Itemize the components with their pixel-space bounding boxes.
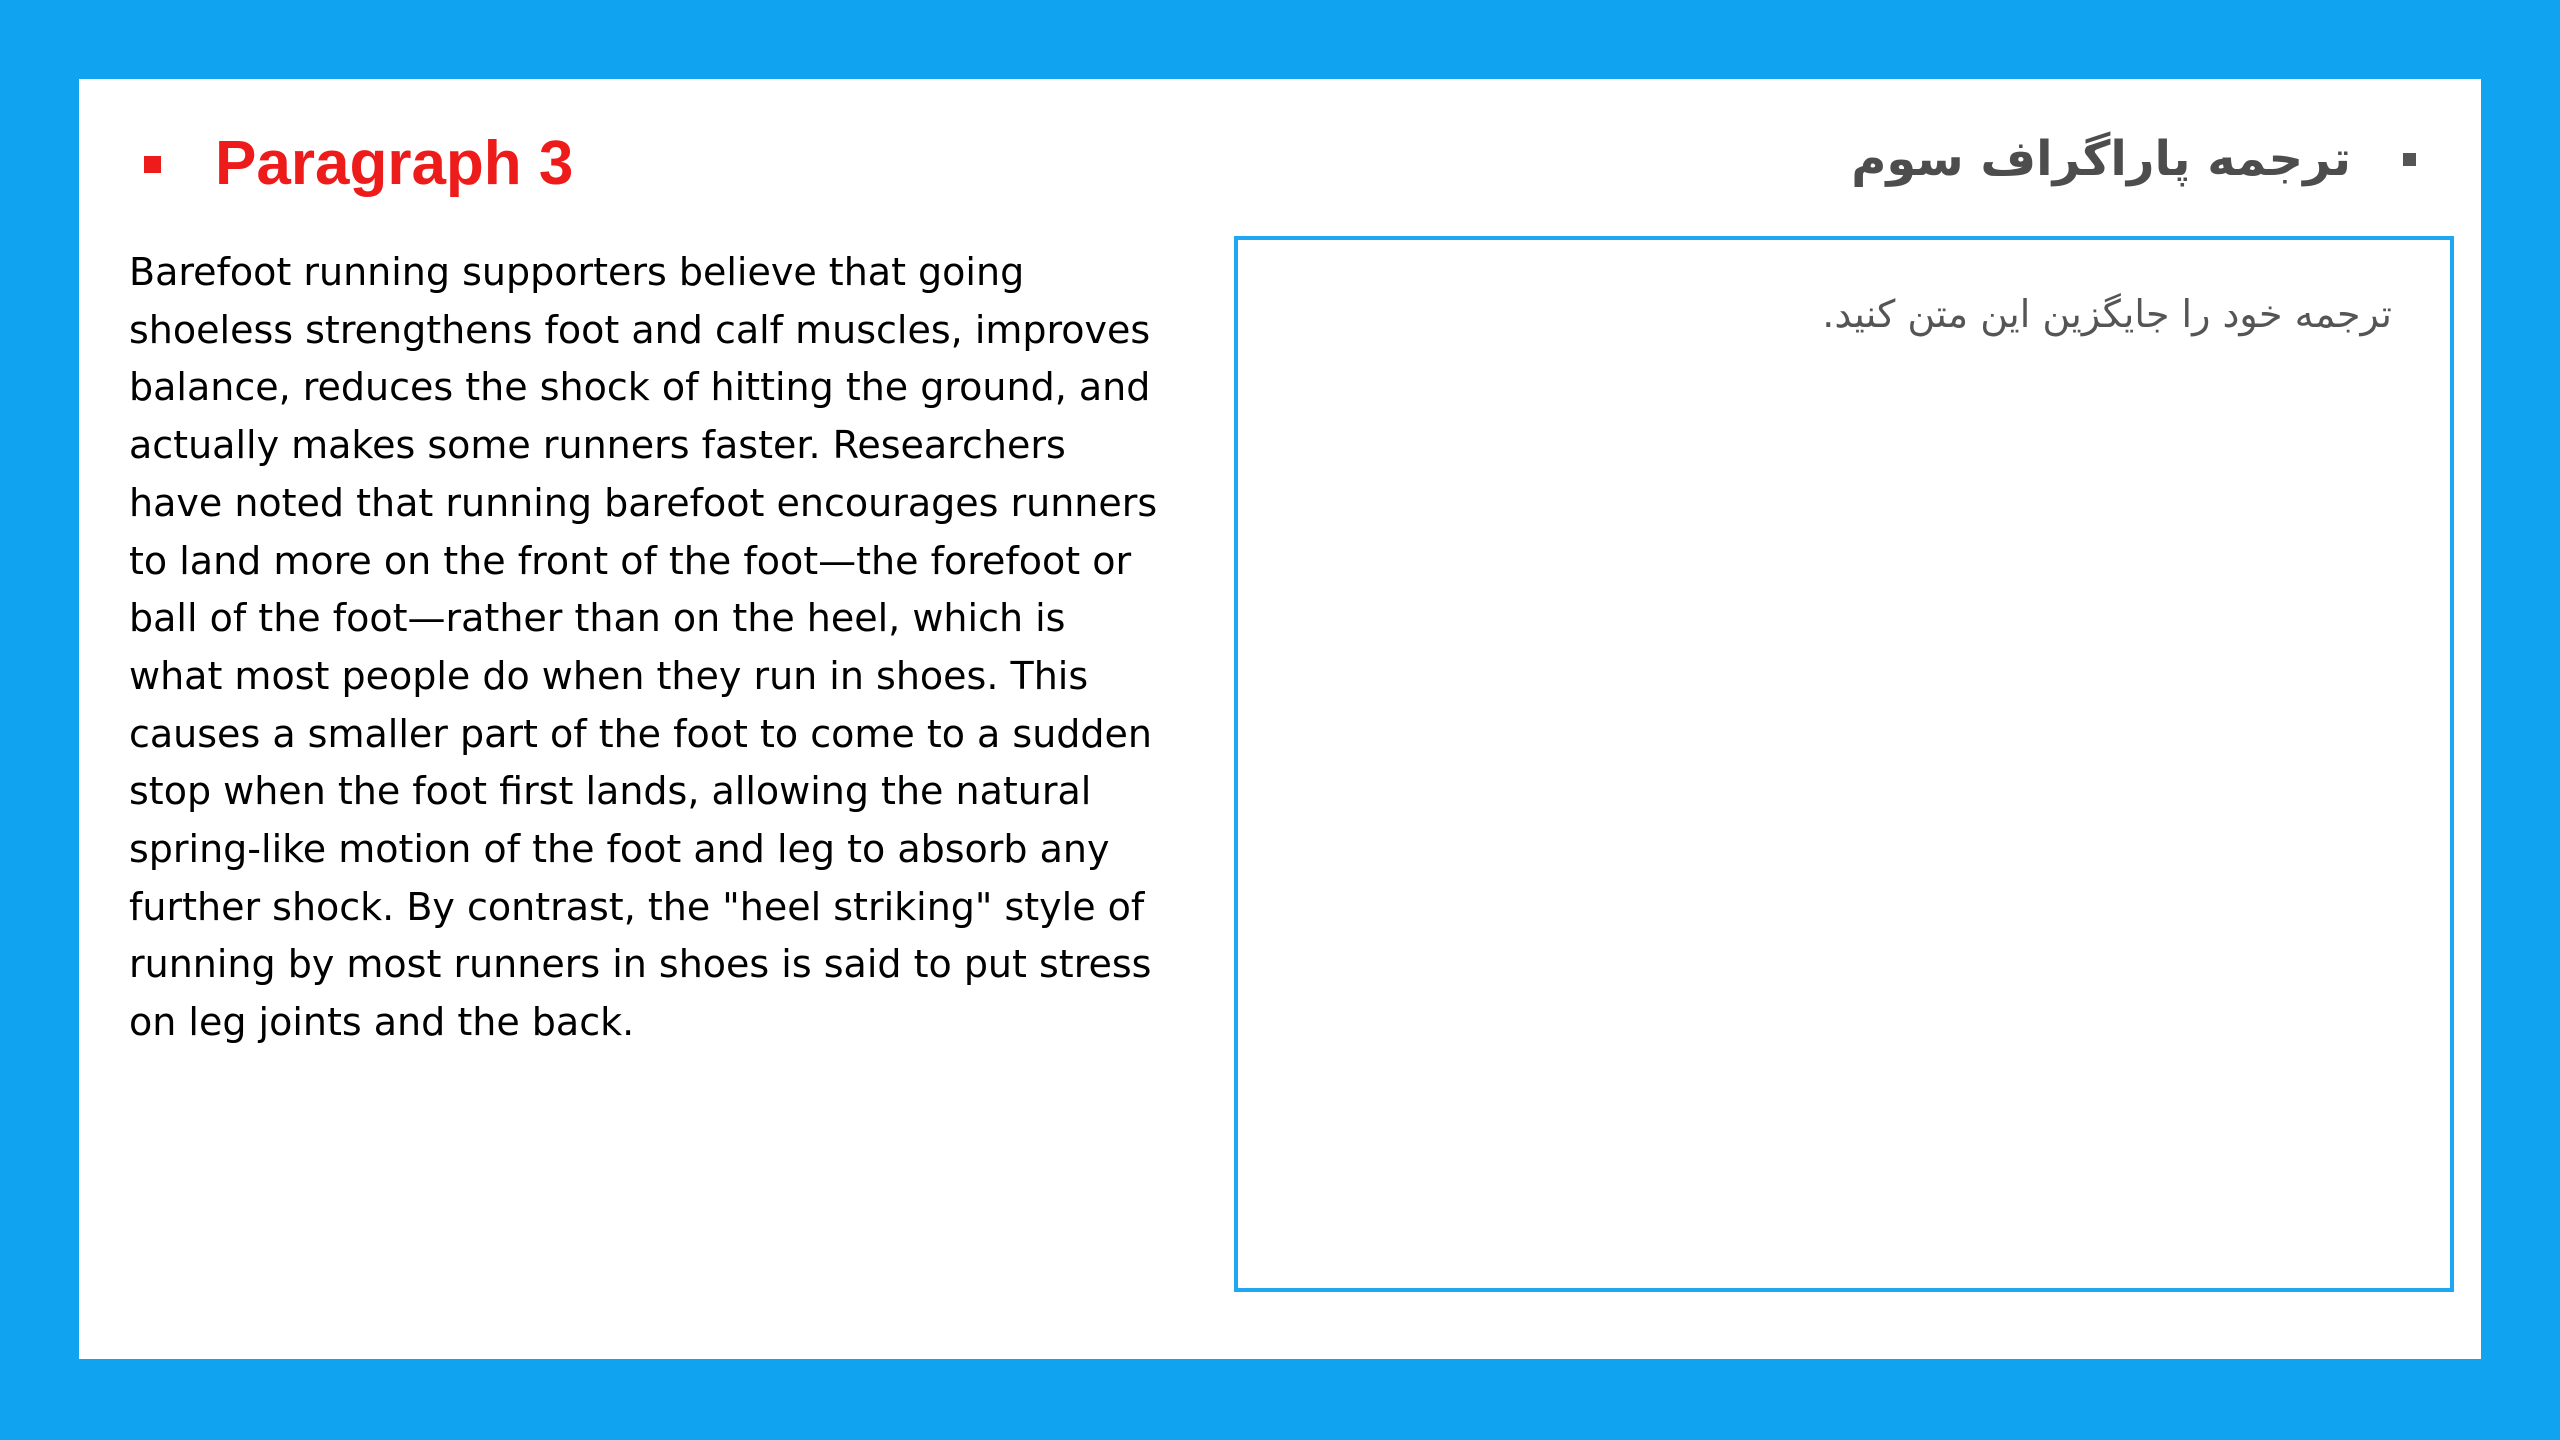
paragraph-heading (144, 119, 573, 209)
paragraph-title: Paragraph 3 (215, 129, 574, 198)
translation-heading (1851, 119, 2416, 199)
slide (79, 79, 2481, 1359)
translation-text-box[interactable] (1234, 236, 2454, 1292)
translation-placeholder[interactable]: ترجمه خود را جایگزین این متن کنید. (1822, 292, 2392, 336)
translation-title: ترجمه پاراگراف سوم (1851, 131, 2351, 187)
english-paragraph: Barefoot running supporters believe that going shoeless strengthens foot and calf muscles, improves balance, reduces the shock of hitting the ground, and actually makes some runners faster. Researchers have noted that running barefoot encourages runners to land more on the front of the foot—the forefoot or ball of the foot—rather than on the heel, which is what most people do when they run in shoes. This causes a smaller part of the foot to come to a sudden stop when the foot first lands, allowing the natural spring-like motion of the foot and leg to absorb any further shock. By contrast, the "heel striking" style of running by most runners in shoes is said to put stress on leg joints and the back. (129, 250, 1158, 1045)
square-bullet-icon (144, 156, 161, 173)
square-bullet-icon (2403, 153, 2416, 166)
